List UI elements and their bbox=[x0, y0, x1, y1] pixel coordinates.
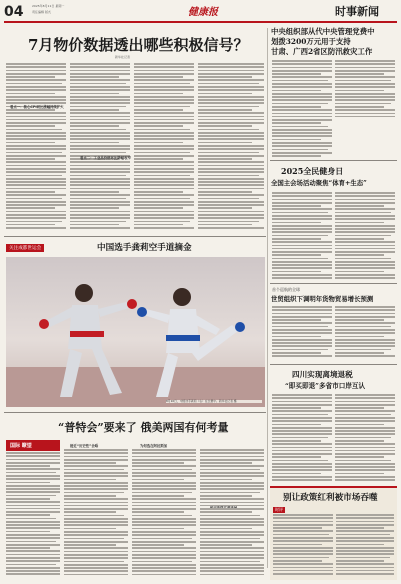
main-subhead-1: 看点一：核心CPI同比涨幅持续扩大 bbox=[10, 105, 64, 109]
main-col-1 bbox=[6, 63, 66, 233]
right-mid-col-2 bbox=[335, 192, 395, 280]
column-divider bbox=[267, 28, 268, 568]
editor-line: 责任编辑 版式 bbox=[32, 10, 51, 14]
tax-headline-2: “即买即退”多省市口岸互认 bbox=[285, 382, 366, 390]
right-mid-headline-2: 全国主会场活动聚焦“体育+生态” bbox=[271, 179, 367, 187]
main-subhead-2: 看点二：工业品价格环比降幅收窄 bbox=[80, 156, 131, 160]
karate-photo bbox=[6, 257, 265, 407]
bottom-col-3 bbox=[132, 449, 196, 578]
bottom-top-rule bbox=[4, 412, 266, 413]
tax-col-2 bbox=[335, 394, 395, 482]
right-top-headline-2: 划拨3200万元用于支持 bbox=[271, 37, 351, 46]
right-small-label: 首个巡航的全球 bbox=[272, 287, 300, 292]
right-divider-1 bbox=[270, 160, 397, 161]
commentary-col-1 bbox=[273, 514, 333, 576]
wto-headline: 世贸组织下调明年货物贸易增长预测 bbox=[271, 295, 374, 303]
photo-top-rule bbox=[4, 236, 266, 237]
masthead-logo: 健康报 bbox=[188, 7, 218, 18]
right-divider-2 bbox=[270, 283, 397, 284]
wto-col-2 bbox=[335, 306, 395, 360]
right-mid-headline-1: 2025全民健身日 bbox=[281, 166, 344, 176]
bottom-box-label: 国际 瞭望 bbox=[6, 440, 60, 451]
wto-col-1 bbox=[272, 306, 332, 360]
section-title: 时事新闻 bbox=[335, 5, 379, 18]
commentary-col-2 bbox=[336, 514, 394, 576]
main-byline: 新华社记者 bbox=[115, 55, 131, 59]
bottom-headline: “普特会”要来了 俄美两国有何考量 bbox=[58, 421, 229, 434]
main-headline: 7月物价数据透出哪些积极信号？ bbox=[28, 36, 249, 54]
right-top-headline-1: 中央组织部从代中央管理党费中 bbox=[271, 27, 375, 36]
commentary-headline: 别让政策红利被市场吞噬 bbox=[283, 493, 378, 503]
main-col-3 bbox=[134, 63, 194, 233]
bottom-col-4 bbox=[200, 449, 264, 578]
section-box-label: 关注成都世运会 bbox=[6, 244, 44, 252]
photo-caption: 8月10日，中国选手龚莉（右）在比赛中。新华社记者 摄 bbox=[166, 400, 262, 403]
right-top-headline-3: 甘肃、广西2省区防汛救灾工作 bbox=[271, 47, 373, 56]
bottom-col-1 bbox=[6, 452, 60, 578]
bottom-subhead-2: 为何选在阿拉斯加 bbox=[140, 444, 168, 448]
main-col-4 bbox=[198, 63, 264, 233]
commentary-label: 时评 bbox=[275, 507, 283, 512]
karate-athletes-figure bbox=[6, 257, 265, 407]
tax-col-1 bbox=[272, 394, 332, 482]
photo-headline: 中国选手龚莉空手道摘金 bbox=[97, 243, 192, 253]
right-mid-col-1 bbox=[272, 192, 332, 280]
right-top-col-1 bbox=[272, 60, 332, 158]
right-top-col-2 bbox=[335, 60, 395, 120]
main-col-2 bbox=[70, 63, 130, 233]
date-line: 2025年8月11日 星期一 bbox=[32, 4, 65, 8]
bottom-col-2 bbox=[64, 449, 128, 578]
bottom-subhead-1: 接近“历史性”会晤 bbox=[70, 444, 99, 448]
header-rule bbox=[4, 21, 397, 23]
tax-headline-1: 四川实现离境退税 bbox=[292, 370, 353, 379]
right-divider-3 bbox=[270, 364, 397, 365]
page-number: 04 bbox=[4, 4, 24, 20]
